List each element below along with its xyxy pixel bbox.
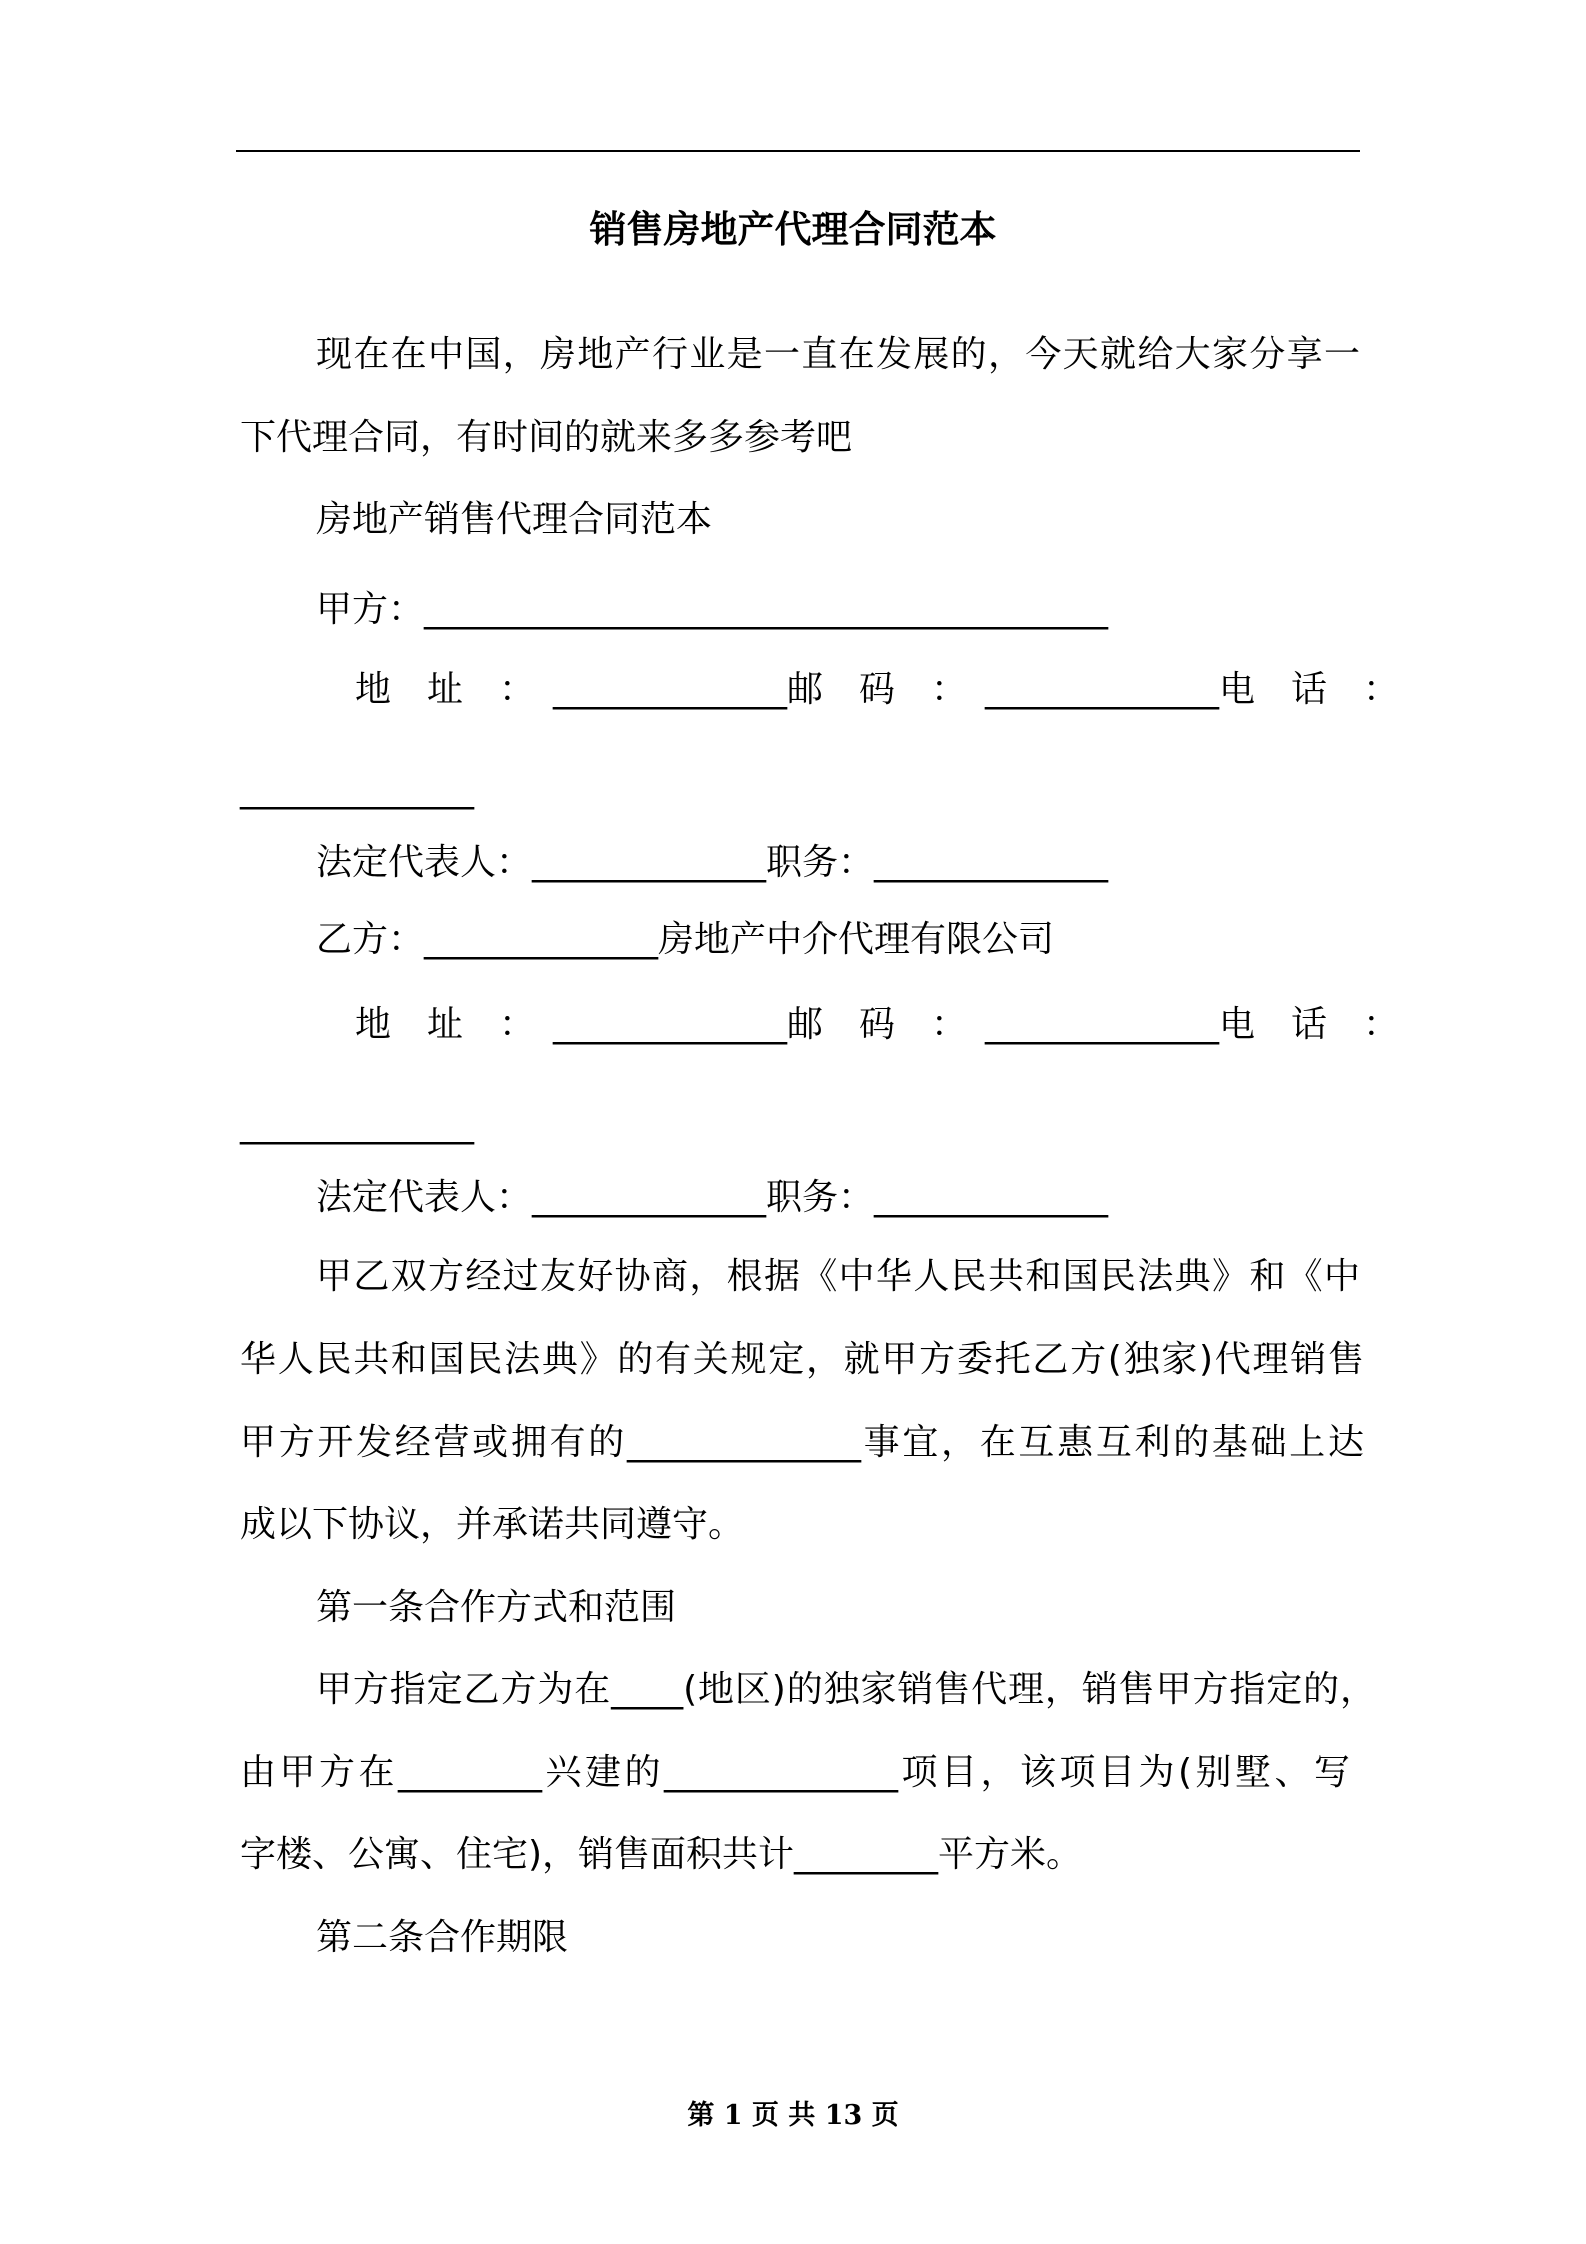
article-2-title: 第二条合作期限 — [316, 1917, 569, 1958]
article-1-line-2: 由甲方在________兴建的_____________项目，该项目为(别墅、写 — [240, 1752, 1350, 1793]
party-a-phone-blank: _____________ — [240, 769, 474, 810]
header-rule — [236, 150, 1360, 152]
page-footer: 第 1 页 共 13 页 — [687, 2100, 899, 2131]
preamble-line-4: 成以下协议，并承诺共同遵守。 — [240, 1504, 745, 1545]
party-a-line: 甲方：______________________________________ — [316, 589, 1109, 630]
article-1-title: 第一条合作方式和范围 — [316, 1587, 677, 1628]
party-a-address-line: 地 址 ： _____________邮 码 ： _____________电 话 ： — [355, 669, 1400, 710]
intro-line-1: 现在在中国，房地产行业是一直在发展的，今天就给大家分享一 — [316, 334, 1360, 375]
party-a-representative-line: 法定代表人：_____________职务：_____________ — [316, 842, 1109, 883]
preamble-line-2: 华人民共和国民法典》的有关规定，就甲方委托乙方(独家)代理销售 — [240, 1339, 1364, 1380]
party-b-address-line: 地 址 ： _____________邮 码 ： _____________电 话 ： — [355, 1004, 1400, 1045]
intro-line-2: 下代理合同，有时间的就来多多参考吧 — [240, 417, 853, 458]
party-b-phone-blank: _____________ — [240, 1104, 474, 1145]
contract-subtitle: 房地产销售代理合同范本 — [316, 499, 713, 540]
party-b-line: 乙方：_____________房地产中介代理有限公司 — [316, 919, 1055, 960]
article-1-line-1: 甲方指定乙方为在____(地区)的独家销售代理，销售甲方指定的， — [316, 1669, 1376, 1710]
document-title: 销售房地产代理合同范本 — [589, 208, 997, 251]
party-b-representative-line: 法定代表人：_____________职务：_____________ — [316, 1177, 1109, 1218]
preamble-line-3: 甲方开发经营或拥有的_____________事宜，在互惠互利的基础上达 — [240, 1422, 1364, 1463]
preamble-line-1: 甲乙双方经过友好协商，根据《中华人民共和国民法典》和《中 — [316, 1256, 1360, 1297]
article-1-line-3: 字楼、公寓、住宅)，销售面积共计________平方米。 — [240, 1834, 1083, 1875]
